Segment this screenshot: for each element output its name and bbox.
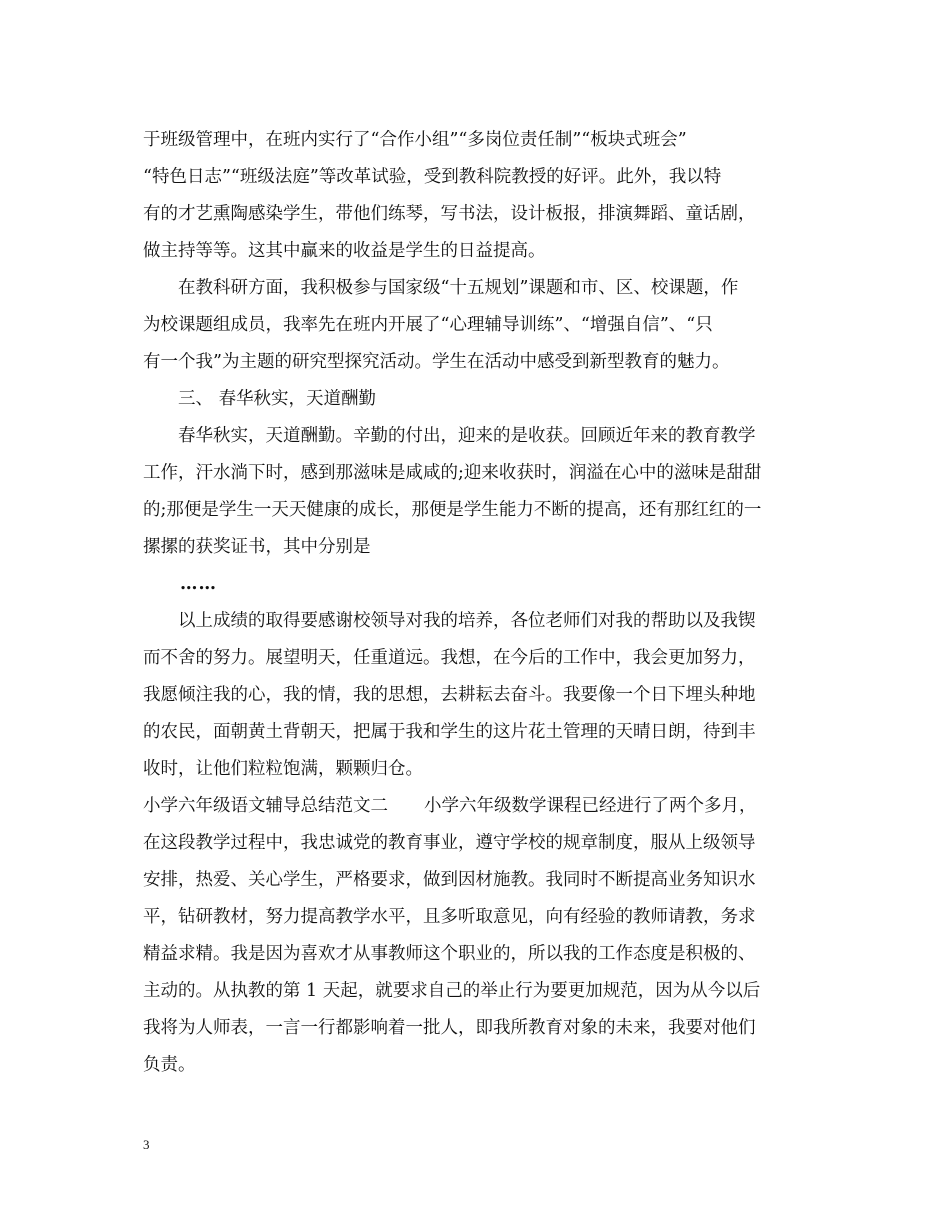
text-line: 有一个我”为主题的研究型探究活动。学生在活动中感受到新型教育的魅力。 <box>143 352 730 372</box>
text-line: 主动的。从执教的第 1 天起，就要求自己的举止行为要更加规范，因为从今以后 <box>143 981 761 1001</box>
text-line: 的;那便是学生一天天健康的成长，那便是学生能力不断的提高，还有那红红的一 <box>143 500 762 520</box>
section-first-text: 小学六年级数学课程已经进行了两个多月， <box>424 796 757 816</box>
page-number: 3 <box>143 1137 150 1152</box>
text-line: 工作，汗水淌下时，感到那滋味是咸咸的;迎来收获时，润溢在心中的滋味是甜甜 <box>143 463 762 483</box>
text-line: 为校课题组成员，我率先在班内开展了“心理辅导训练”、“增强自信”、“只 <box>143 315 713 335</box>
text-line: 做主持等等。这其中赢来的收益是学生的日益提高。 <box>143 241 546 261</box>
text-line: 负责。 <box>143 1055 196 1075</box>
section-heading: 三、 春华秋实，天道酬勤 <box>178 389 377 409</box>
text-line: 收时，让他们粒粒饱满，颗颗归仓。 <box>143 759 423 779</box>
text-line: 精益求精。我是因为喜欢才从事教师这个职业的，所以我的工作态度是积极的、 <box>143 944 756 964</box>
text-line: 春华秋实，天道酬勤。辛勤的付出，迎来的是收获。回顾近年来的教育教学 <box>178 426 756 446</box>
text-line: 在这段教学过程中，我忠诚党的教育事业，遵守学校的规章制度，服从上级领导 <box>143 833 756 853</box>
text-line: 有的才艺熏陶感染学生，带他们练琴，写书法，设计板报，排演舞蹈、童话剧， <box>143 204 756 224</box>
text-line: 的农民，面朝黄土背朝天，把属于我和学生的这片花土管理的天晴日朗，待到丰 <box>143 722 756 742</box>
text-line: 以上成绩的取得要感谢校领导对我的培养，各位老师们对我的帮助以及我锲 <box>178 611 756 631</box>
text-line: 我将为人师表，一言一行都影响着一批人，即我所教育对象的未来，我要对他们 <box>143 1018 756 1038</box>
text-line: 于班级管理中，在班内实行了“合作小组”“多岗位责任制”“板块式班会” <box>143 130 687 150</box>
text-line: “特色日志”“班级法庭”等改革试验，受到教科院教授的好评。此外，我以特 <box>143 167 722 187</box>
document-body <box>143 122 823 1084</box>
section-title: 小学六年级语文辅导总结范文二 <box>143 796 388 816</box>
text-line: 我愿倾注我的心，我的情，我的思想，去耕耘去奋斗。我要像一个日下埋头种地 <box>143 685 756 705</box>
ellipsis-line: …… <box>180 574 217 594</box>
section-title-line <box>143 788 823 825</box>
text-line: 而不舍的努力。展望明天，任重道远。我想，在今后的工作中，我会更加努力， <box>143 648 756 668</box>
text-line: 摞摞的获奖证书，其中分别是 <box>143 537 371 557</box>
text-line: 平，钻研教材，努力提高教学水平，且多听取意见，向有经验的教师请教，务求 <box>143 907 756 927</box>
text-line: 在教科研方面，我积极参与国家级“十五规划”课题和市、区、校课题，作 <box>178 278 739 298</box>
text-line: 安排，热爱、关心学生，严格要求，做到因材施教。我同时不断提高业务知识水 <box>143 870 756 890</box>
